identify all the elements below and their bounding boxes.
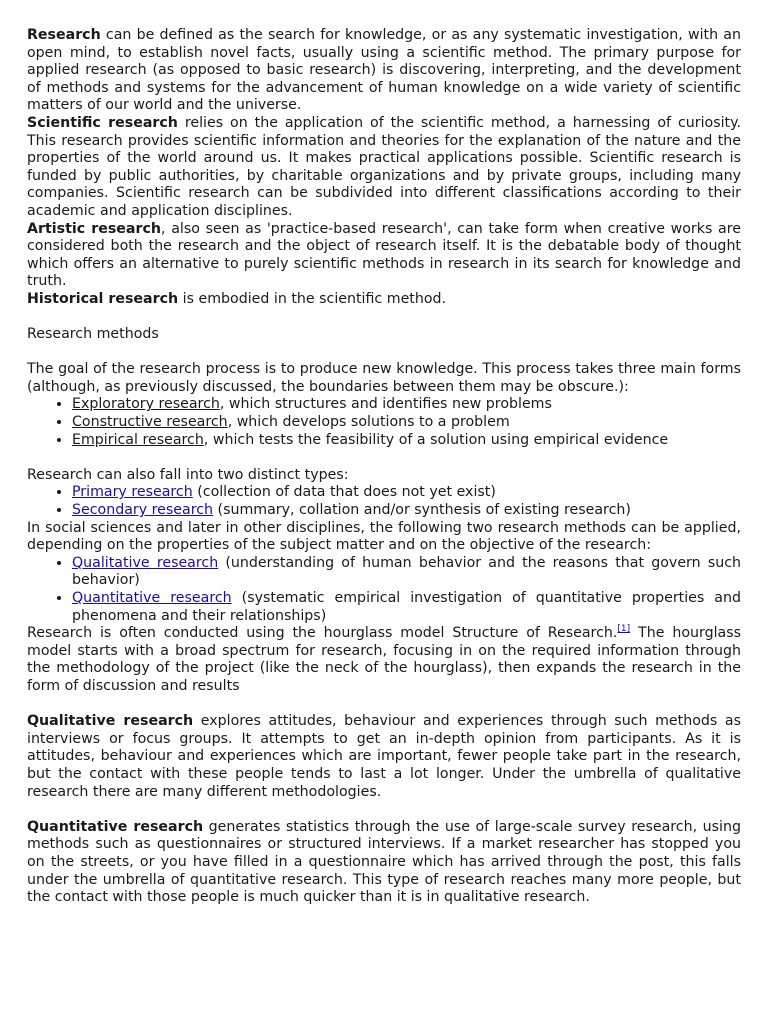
document-page bbox=[27, 27, 741, 907]
footnote-reference-link[interactable]: [1] bbox=[617, 624, 631, 635]
paragraph-text: explores attitudes, behaviour and experiences through such methods as interviews or focus groups. It attempts to get an in-depth opinion from participants. As it is attitudes, behaviour and experiences which are important, fewer people take part in the research, but the contact with these people tends to last a lot longer. Under the umbrella of qualitative research there are many different methodologies. bbox=[27, 713, 741, 800]
link-primary-research[interactable]: Primary research bbox=[72, 484, 193, 501]
list-item: • Secondary research (summary, collation and/or synthesis of existing research) bbox=[72, 502, 741, 520]
paragraph-scientific-research bbox=[27, 115, 741, 221]
paragraph-artistic-research bbox=[27, 221, 741, 291]
link-quantitative-research[interactable]: Quantitative research bbox=[72, 590, 232, 606]
list-item: • Quantitative research (systematic empirical investigation of quantitative properties and phenomena and their relationships) bbox=[72, 590, 741, 625]
list-item: • Qualitative research (understanding of human behavior and the reasons that govern such behavior) bbox=[72, 555, 741, 590]
paragraph-text: generates statistics through the use of large-scale survey research, using methods such as questionnaires or structured interviews. If a market researcher has stopped you on the streets, or you have filled in a questionnaire which has arrived through the post, this falls under the umbrella of quantitative research. This type of research reaches many more people, but the contact with those people is much quicker than it is in qualitative research. bbox=[27, 818, 741, 906]
term-qualitative-research: Qualitative research bbox=[27, 713, 194, 730]
term-research: Research bbox=[27, 27, 101, 43]
paragraph-social-sciences: In social sciences and later in other disciplines, the following two research methods can be applied, depending on the properties of the subject matter and on the objective of the research: bbox=[27, 519, 741, 554]
list-research-forms bbox=[27, 396, 741, 449]
paragraph-hourglass-model: Research is often conducted using the hourglass model Structure of Research.[1] The hourglass model starts with a broad spectrum for research, focusing in on the required information through the methodology of the project (like the neck of the hourglass), then expands the research in the form of discussion and results bbox=[27, 624, 741, 694]
term-quantitative-research: Quantitative research bbox=[27, 818, 204, 835]
term-historical-research: Historical research bbox=[27, 290, 179, 307]
paragraph-goal: The goal of the research process is to produce new knowledge. This process takes three main forms (although, as previously discussed, the boundaries between them may be obscure.): bbox=[27, 361, 741, 395]
list-research-types bbox=[27, 484, 741, 519]
paragraph-text: , also seen as 'practice-based research', can take form when creative works are considered both the research and the object of research itself. It is the debatable body of thought which offers an alternative to purely scientific methods in research in its search for knowledge and truth. bbox=[27, 220, 741, 290]
paragraph-research-definition bbox=[27, 27, 741, 115]
paragraph-quantitative-research bbox=[27, 819, 741, 907]
list-item: • Empirical research, which tests the feasibility of a solution using empirical evidence bbox=[72, 432, 741, 450]
list-item: • Primary research (collection of data that does not yet exist) bbox=[72, 484, 741, 502]
link-secondary-research[interactable]: Secondary research bbox=[72, 502, 214, 519]
link-exploratory-research[interactable]: Exploratory research bbox=[72, 396, 220, 413]
link-qualitative-research[interactable]: Qualitative research bbox=[72, 554, 219, 571]
paragraph-text: is embodied in the scientific method. bbox=[178, 290, 447, 307]
paragraph-two-types: Research can also fall into two distinct types: bbox=[27, 466, 349, 483]
term-scientific-research: Scientific research bbox=[27, 114, 178, 131]
list-research-methods bbox=[27, 555, 741, 625]
link-empirical-research[interactable]: Empirical research bbox=[72, 431, 204, 448]
paragraph-historical-research bbox=[27, 291, 741, 309]
list-item: • Constructive research, which develops solutions to a problem bbox=[72, 414, 741, 432]
paragraph-qualitative-research bbox=[27, 713, 741, 801]
paragraph-text: relies on the application of the scientific method, a harnessing of curiosity. This research provides scientific information and theories for the explanation of the nature and the properties of the world around us. It makes practical applications possible. Scientific research is funded by public authorities, by charitable organizations and by private groups, including many companies. Scientific research can be subdivided into different classifications according to their academic and application disciplines. bbox=[27, 114, 742, 219]
list-item: • Exploratory research, which structures and identifies new problems bbox=[72, 396, 741, 414]
link-constructive-research[interactable]: Constructive research bbox=[72, 414, 228, 431]
section-heading-research-methods: Research methods bbox=[27, 326, 159, 343]
term-artistic-research: Artistic research bbox=[27, 220, 162, 237]
paragraph-text: can be defined as the search for knowledge, or as any systematic investigation, with an open mind, to establish novel facts, usually using a scientific method. The primary purpose for applied research (as opposed to basic research) is discovering, interpreting, and the development of methods and systems for the advancement of human knowledge on a wide variety of scientific matters of our world and the universe. bbox=[27, 27, 741, 114]
